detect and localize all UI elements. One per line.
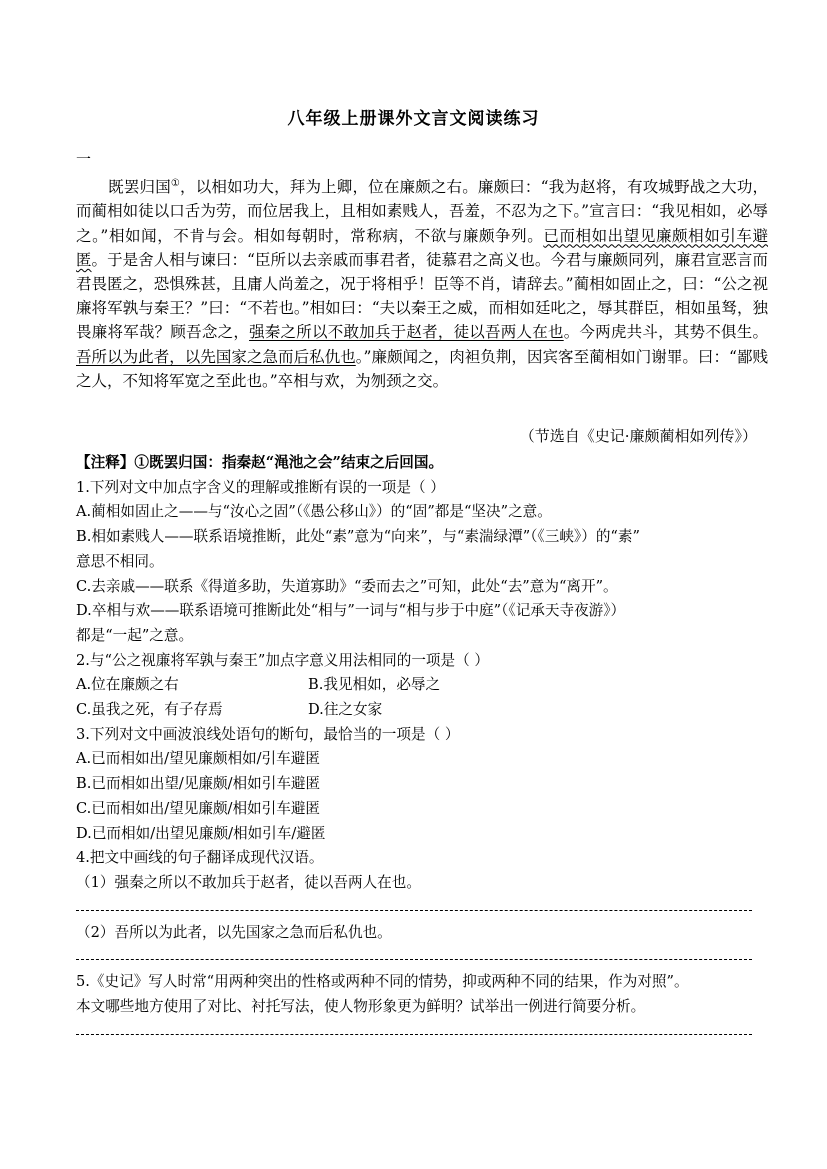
question-3-option-a: A.已而相如出/望见廉颇相如/引车避匿 — [76, 750, 320, 768]
question-2-options-row-2 — [76, 698, 768, 723]
question-4-stem: 4.把文中画线的句子翻译成现代汉语。 — [76, 849, 324, 867]
question-5-line-2: 本文哪些地方使用了对比、衬托写法，使人物形象更为鲜明？试举出一例进行简要分析。 — [76, 998, 646, 1016]
passage-text — [76, 172, 768, 393]
question-1-option-d-cont: 都是“一起”之意。 — [76, 626, 194, 644]
note-marker: ① — [170, 178, 181, 189]
question-1-option-b-cont: 意思不相同。 — [76, 552, 164, 570]
underlined-sentence-2: 吾所以为此者，以先国家之急而后私仇也 — [76, 347, 356, 366]
answer-line-1[interactable] — [76, 910, 752, 911]
passage-part-1e: 。”廉颇闻之，肉袒负荆，因宾客至蔺相如门谢罪。曰：“鄙贱之人，不知将军宽之至此也。”卒相与欢，为刎颈之交。 — [76, 347, 768, 390]
question-3-stem: 3.下列对文中画波浪线处语句的断句，最恰当的一项是（ ） — [76, 725, 460, 743]
answer-line-2[interactable] — [76, 959, 752, 960]
question-2-stem: 2.与“公之视廉将军孰与秦王”加点字意义用法相同的一项是（ ） — [76, 651, 489, 669]
question-1-stem: 1.下列对文中加点字含义的理解或推断有误的一项是（ ） — [76, 478, 445, 496]
answer-line-3[interactable] — [76, 1034, 752, 1035]
page-title: 八年级上册课外文言文阅读练习 — [287, 109, 540, 129]
question-1-option-a: A.蔺相如固止之——与“汝心之固”（《愚公移山》）的“固”都是“坚决”之意。 — [76, 503, 552, 521]
question-2-option-d: D.往之女家 — [308, 701, 383, 719]
underlined-sentence-1: 强秦之所以不敢加兵于赵者，徒以吾两人在也 — [249, 323, 564, 342]
passage-source: （节选自《史记·廉颇蔺相如列传》） — [519, 427, 757, 445]
passage-part-1c: 。于是舍人相与谏曰：“臣所以去亲戚而事君者，徒慕君之高义也。今君与廉颇同列，廉君宣恶言而君畏匿之，恐惧殊甚，且庸人尚羞之，况于将相乎！臣等不肖，请辞去。”蔺相如固止之，曰：“公之视廉将军孰与秦王？”曰：“不若也。”相如曰：“夫以秦王之威，而相如廷叱之，辱其群臣，相如虽驽，独畏廉将军哉？顾吾念之， — [76, 250, 768, 342]
wavy-underlined-sentence: 已而相如出望见廉颇相如引车避匿 — [76, 226, 768, 269]
question-3-option-b: B.已而相如出望/见廉颇/相如引车避匿 — [76, 775, 321, 793]
question-4-sentence-2: （2）吾所以为此者，以先国家之急而后私仇也。 — [76, 923, 392, 941]
annotation-note: 【注释】①既罢归国：指秦赵“渑池之会”结束之后回国。 — [76, 454, 444, 471]
question-1-option-b: B.相如素贱人——联系语境推断，此处“素”意为“向来”，与“素湍绿潭”（《三峡》）的“素” — [76, 528, 640, 546]
passage-part-1a: 既罢归国 — [108, 178, 171, 197]
passage-part-1d: 。今两虎共斗，其势不俱生。 — [563, 323, 768, 342]
question-1-option-c: C.去亲戚——联系《得道多助，失道寡助》“委而去之”可知，此处“去”意为“离开”。 — [76, 577, 618, 595]
question-2-option-a: A.位在廉颇之右 — [76, 676, 179, 694]
question-2-option-c: C.虽我之死，有子存焉 — [76, 701, 223, 719]
question-2-option-b: B.我见相如，必辱之 — [308, 676, 441, 694]
question-4-sentence-1: （1）强秦之所以不敢加兵于赵者，徒以吾两人在也。 — [76, 873, 421, 891]
passage-part-1b: ，以相如功大，拜为上卿，位在廉颇之右。廉颇曰：“我为赵将，有攻城野战之大功，而蔺相如徒以口舌为劳，而位居我上，且相如素贱人，吾羞，不忍为之下。”宣言曰：“我见相如，必辱之。”相如闻，不肯与会。相如每朝时，常称病，不欲与廉颇争列。 — [76, 178, 768, 245]
section-number: 一 — [76, 150, 92, 168]
questions-section — [76, 451, 768, 1045]
question-2-options-row-1 — [76, 673, 768, 698]
question-3-option-d: D.已而相如/出望见廉颇/相如引车/避匿 — [76, 824, 326, 842]
question-3-option-c: C.已而相如出/望见廉颇/相如引车避匿 — [76, 799, 321, 817]
question-5-line-1: 5.《史记》写人时常“用两种突出的性格或两种不同的情势，抑或两种不同的结果，作为对照”。 — [76, 973, 689, 991]
question-1-option-d: D.卒相与欢——联系语境可推断此处“相与”一词与“相与步于中庭”（《记承天寺夜游》） — [76, 602, 626, 620]
